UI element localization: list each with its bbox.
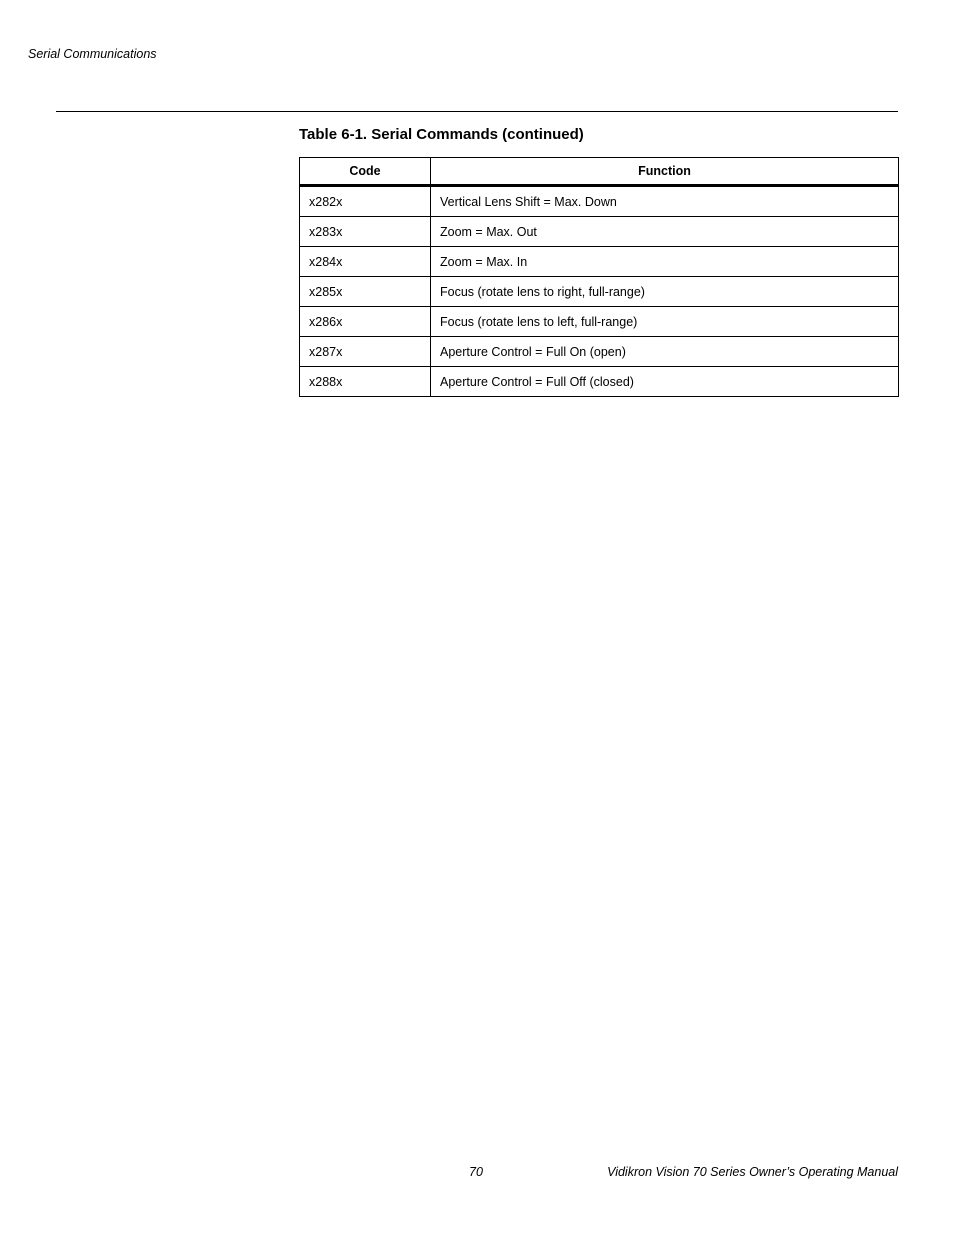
- table-row: [300, 247, 899, 277]
- function-cell: Aperture Control = Full Off (closed): [431, 367, 899, 397]
- function-cell: Aperture Control = Full On (open): [431, 337, 899, 367]
- table-caption: Table 6-1. Serial Commands (continued): [299, 126, 584, 143]
- serial-commands-table: [299, 157, 899, 397]
- code-cell: x288x: [300, 367, 431, 397]
- header-rule: [56, 111, 898, 112]
- column-header-code: Code: [300, 158, 431, 186]
- table-header-row: [300, 158, 899, 186]
- function-cell: Zoom = Max. In: [431, 247, 899, 277]
- code-cell: x285x: [300, 277, 431, 307]
- function-cell: Focus (rotate lens to left, full-range): [431, 307, 899, 337]
- code-cell: x284x: [300, 247, 431, 277]
- table-row: [300, 367, 899, 397]
- function-cell: Vertical Lens Shift = Max. Down: [431, 186, 899, 217]
- code-cell: x283x: [300, 217, 431, 247]
- function-cell: Focus (rotate lens to right, full-range): [431, 277, 899, 307]
- page-number: 70: [469, 1165, 483, 1179]
- running-header: Serial Communications: [28, 47, 157, 61]
- manual-title: Vidikron Vision 70 Series Owner’s Operating Manual: [607, 1165, 898, 1179]
- table-row: [300, 217, 899, 247]
- table-row: [300, 337, 899, 367]
- code-cell: x282x: [300, 186, 431, 217]
- code-cell: x286x: [300, 307, 431, 337]
- table-row: [300, 307, 899, 337]
- function-cell: Zoom = Max. Out: [431, 217, 899, 247]
- table-row: [300, 186, 899, 217]
- code-cell: x287x: [300, 337, 431, 367]
- column-header-function: Function: [431, 158, 899, 186]
- table-row: [300, 277, 899, 307]
